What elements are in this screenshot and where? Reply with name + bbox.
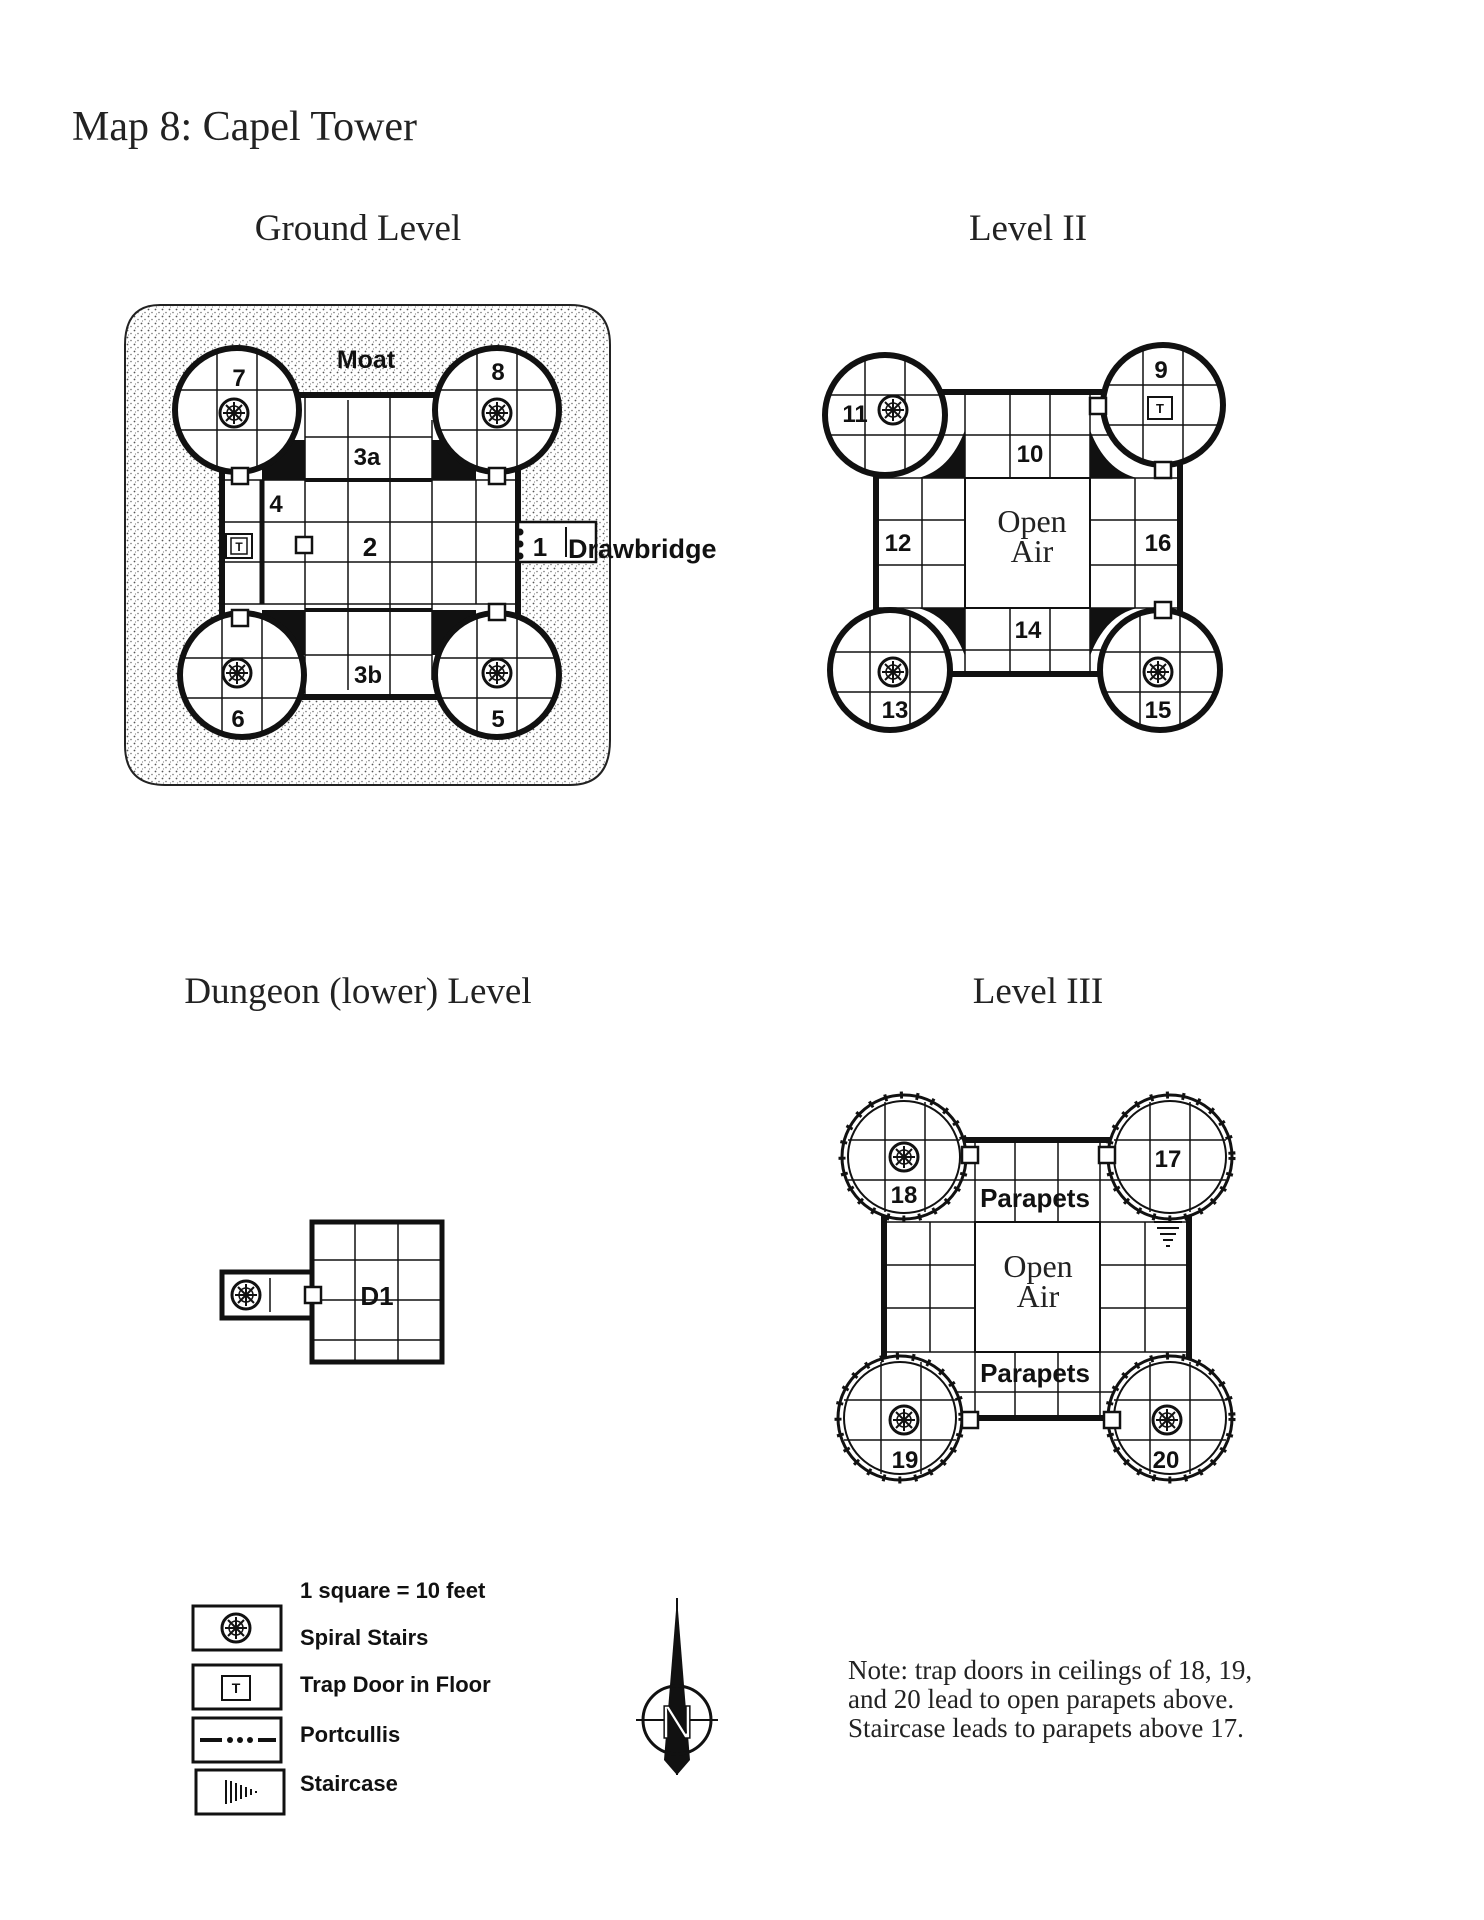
open-air-label: Open (997, 503, 1067, 539)
room-4-label: 4 (269, 491, 283, 518)
ground-level-map (125, 208, 717, 785)
ground-level-heading: Ground Level (254, 208, 462, 249)
dungeon-level-heading: Dungeon (lower) Level (184, 971, 532, 1012)
room-9-label: 9 (1154, 357, 1168, 384)
open-air-label: Air (1010, 533, 1054, 569)
room-1-label: 1 (532, 532, 548, 562)
door-icon (962, 1147, 978, 1163)
page-title: Map 8: Capel Tower (72, 104, 418, 150)
room-18-label: 18 (890, 1182, 918, 1209)
spiral-stairs-icon (483, 399, 511, 427)
map-note: Note: trap doors in ceilings of 18, 19, and 20 lead to open parapets above. Staircase leads to parapets above 17. (848, 1655, 1253, 1743)
spiral-stairs-icon (1153, 1406, 1181, 1434)
spiral-stairs-icon (220, 399, 248, 427)
room-5-label: 5 (491, 706, 505, 733)
legend-label: Portcullis (300, 1722, 401, 1747)
room-20-label: 20 (1152, 1447, 1180, 1474)
door-icon (489, 604, 505, 620)
room-17-label: 17 (1154, 1146, 1182, 1173)
spiral-stairs-icon (879, 396, 907, 424)
level-2-heading: Level II (968, 208, 1088, 249)
door-icon (232, 468, 248, 484)
door-icon (1155, 602, 1171, 618)
spiral-stairs-icon (890, 1143, 918, 1171)
spiral-stairs-icon (879, 658, 907, 686)
room-6-label: 6 (231, 706, 245, 733)
spiral-stairs-icon (1144, 658, 1172, 686)
room-13-label: 13 (881, 697, 909, 724)
level-2-map (825, 208, 1223, 730)
door-icon (232, 610, 248, 626)
room-16-label: 16 (1144, 530, 1172, 557)
svg-text:T: T (235, 540, 243, 554)
room-8-label: 8 (491, 359, 505, 386)
north-arrow-icon (636, 1598, 718, 1775)
level-3-heading: Level III (972, 971, 1104, 1012)
door-icon (962, 1412, 978, 1428)
parapets-top-label: Parapets (980, 1183, 1090, 1213)
room-14-label: 14 (1014, 617, 1042, 644)
map-legend (193, 1578, 491, 1814)
room-15-label: 15 (1144, 697, 1172, 724)
spiral-stairs-icon (222, 1614, 250, 1642)
spiral-stairs-icon (232, 1281, 260, 1309)
scale-label: 1 square = 10 feet (300, 1578, 486, 1603)
open-air-label: Air (1016, 1278, 1060, 1314)
trap-door-icon (222, 1676, 250, 1700)
legend-label: Staircase (300, 1771, 398, 1796)
door-icon (296, 537, 312, 553)
room-3a-label: 3a (353, 444, 381, 471)
drawbridge-label: Drawbridge (568, 534, 717, 564)
room-7-label: 7 (232, 365, 246, 392)
door-icon (1104, 1412, 1120, 1428)
room-3b-label: 3b (353, 662, 383, 689)
legend-label: Spiral Stairs (300, 1625, 429, 1650)
door-icon (1090, 398, 1106, 414)
room-d1-label: D1 (360, 1281, 394, 1311)
door-icon (305, 1287, 321, 1303)
room-19-label: 19 (891, 1447, 919, 1474)
door-icon (1099, 1147, 1115, 1163)
trap-door-icon (1148, 397, 1172, 419)
svg-text:T: T (231, 1680, 241, 1696)
legend-label: Trap Door in Floor (300, 1672, 491, 1697)
dungeon-level-map (184, 971, 531, 1362)
room-2-label: 2 (362, 532, 378, 562)
door-icon (489, 468, 505, 484)
moat-label: Moat (336, 346, 396, 374)
spiral-stairs-icon (223, 659, 251, 687)
parapets-bottom-label: Parapets (980, 1358, 1090, 1388)
open-air-label: Open (1003, 1248, 1073, 1284)
compass-letter: N (660, 1696, 694, 1748)
portcullis-icon (517, 529, 524, 560)
svg-text:T: T (1156, 401, 1164, 416)
spiral-stairs-icon (483, 659, 511, 687)
trap-door-icon (226, 534, 252, 558)
level-3-map (838, 971, 1232, 1480)
room-10-label: 10 (1016, 441, 1044, 468)
door-icon (1155, 462, 1171, 478)
spiral-stairs-icon (890, 1406, 918, 1434)
room-11-label: 11 (842, 401, 868, 428)
room-12-label: 12 (884, 530, 912, 557)
